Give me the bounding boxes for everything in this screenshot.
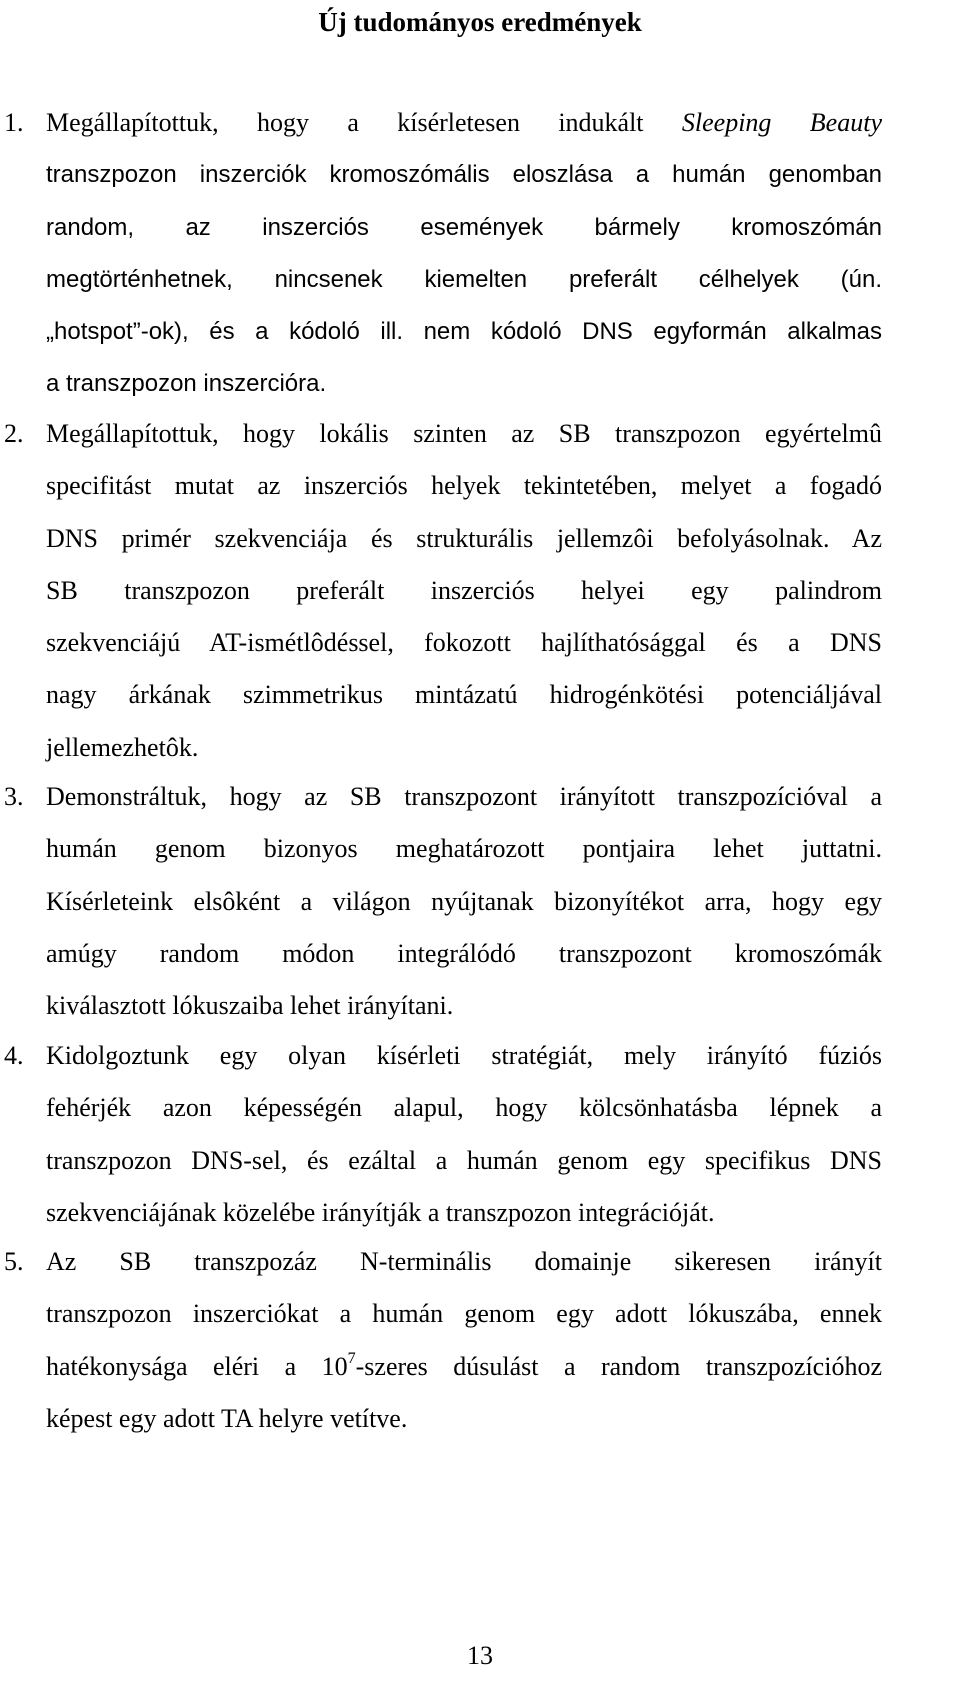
item-number: 1. [4, 108, 24, 137]
text-line: hatékonysága eléri a $10^7$-szeres dúsulást a random transzpozícióhoz [46, 1349, 882, 1381]
text-line: a transzpozon inszercióra. [46, 370, 327, 398]
text-line: jellemezhetôk. [46, 732, 199, 762]
text-line: nagy árkának szimmetrikus mintázatú hidrogénkötési potenciáljával [46, 680, 882, 710]
item-number: 5. [4, 1247, 24, 1276]
text-line: szekvenciájának közelébe irányítják a transzpozon integrációját. [46, 1197, 715, 1227]
item-text [46, 771, 882, 1032]
text-line: random, az inszerciós események bármely kromoszómán [46, 213, 882, 241]
text-line: transzpozon inszerciók kromoszómális eloszlása a humán genomban [46, 161, 882, 189]
text-line: szekvenciájú AT-ismétlôdéssel, fokozott hajlíthatósággal és a DNS [46, 628, 882, 658]
item-number: 4. [4, 1041, 24, 1070]
item-text [46, 408, 882, 774]
text-line: megtörténhetnek, nincsenek kiemelten preferált célhelyek (ún. [46, 265, 882, 293]
text-line: transzpozon DNS-sel, és ezáltal a humán genom egy specifikus DNS [46, 1145, 882, 1175]
text-line: fehérjék azon képességén alapul, hogy kölcsönhatásba lépnek a [46, 1093, 882, 1123]
text-line: DNS primér szekvenciája és strukturális jellemzôi befolyásolnak. Az [46, 523, 882, 553]
page-number: 13 [467, 1641, 493, 1670]
text-line: amúgy random módon integrálódó transzpozont kromoszómák [46, 938, 882, 968]
item-text [46, 97, 882, 411]
text-line: képest egy adott TA helyre vetítve. [46, 1403, 408, 1433]
item-text [46, 1236, 882, 1445]
italic-term: Sleeping Beauty [681, 108, 882, 137]
item-number: 3. [4, 782, 24, 811]
item-text [46, 1030, 882, 1239]
text-line: Kísérleteink elsôként a világon nyújtanak bizonyítékot arra, hogy egy [46, 886, 882, 916]
text-line: transzpozon inszerciókat a humán genom egy adott lókuszába, ennek [46, 1299, 882, 1329]
text-line: humán genom bizonyos meghatározott pontjaira lehet juttatni. [46, 834, 882, 864]
text-line: Megállapítottuk, hogy lokális szinten az SB transzpozon egyértelmû [46, 419, 882, 448]
section-title: Új tudományos eredmények [318, 7, 642, 37]
text-line: Az SB transzpozáz N-terminális domainje sikeresen irányít [46, 1247, 882, 1276]
text-line: Megállapítottuk, hogy a kísérletesen indukált Sleeping Beauty [46, 108, 882, 137]
text-line: Demonstráltuk, hogy az SB transzpozont irányított transzpozícióval a [46, 782, 882, 811]
item-number: 2. [4, 419, 24, 448]
superscript-exponent: 7 [347, 1349, 356, 1367]
text-line: Kidolgoztunk egy olyan kísérleti stratégiát, mely irányító fúziós [46, 1041, 882, 1070]
text-line: „hotspot”-ok), és a kódoló ill. nem kódoló DNS egyformán alkalmas [46, 318, 882, 346]
text-line: SB transzpozon preferált inszerciós helyei egy palindrom [46, 575, 882, 605]
text-line: specifitást mutat az inszerciós helyek tekintetében, melyet a fogadó [46, 471, 882, 501]
text-line: kiválasztott lókuszaiba lehet irányítani. [46, 991, 454, 1021]
